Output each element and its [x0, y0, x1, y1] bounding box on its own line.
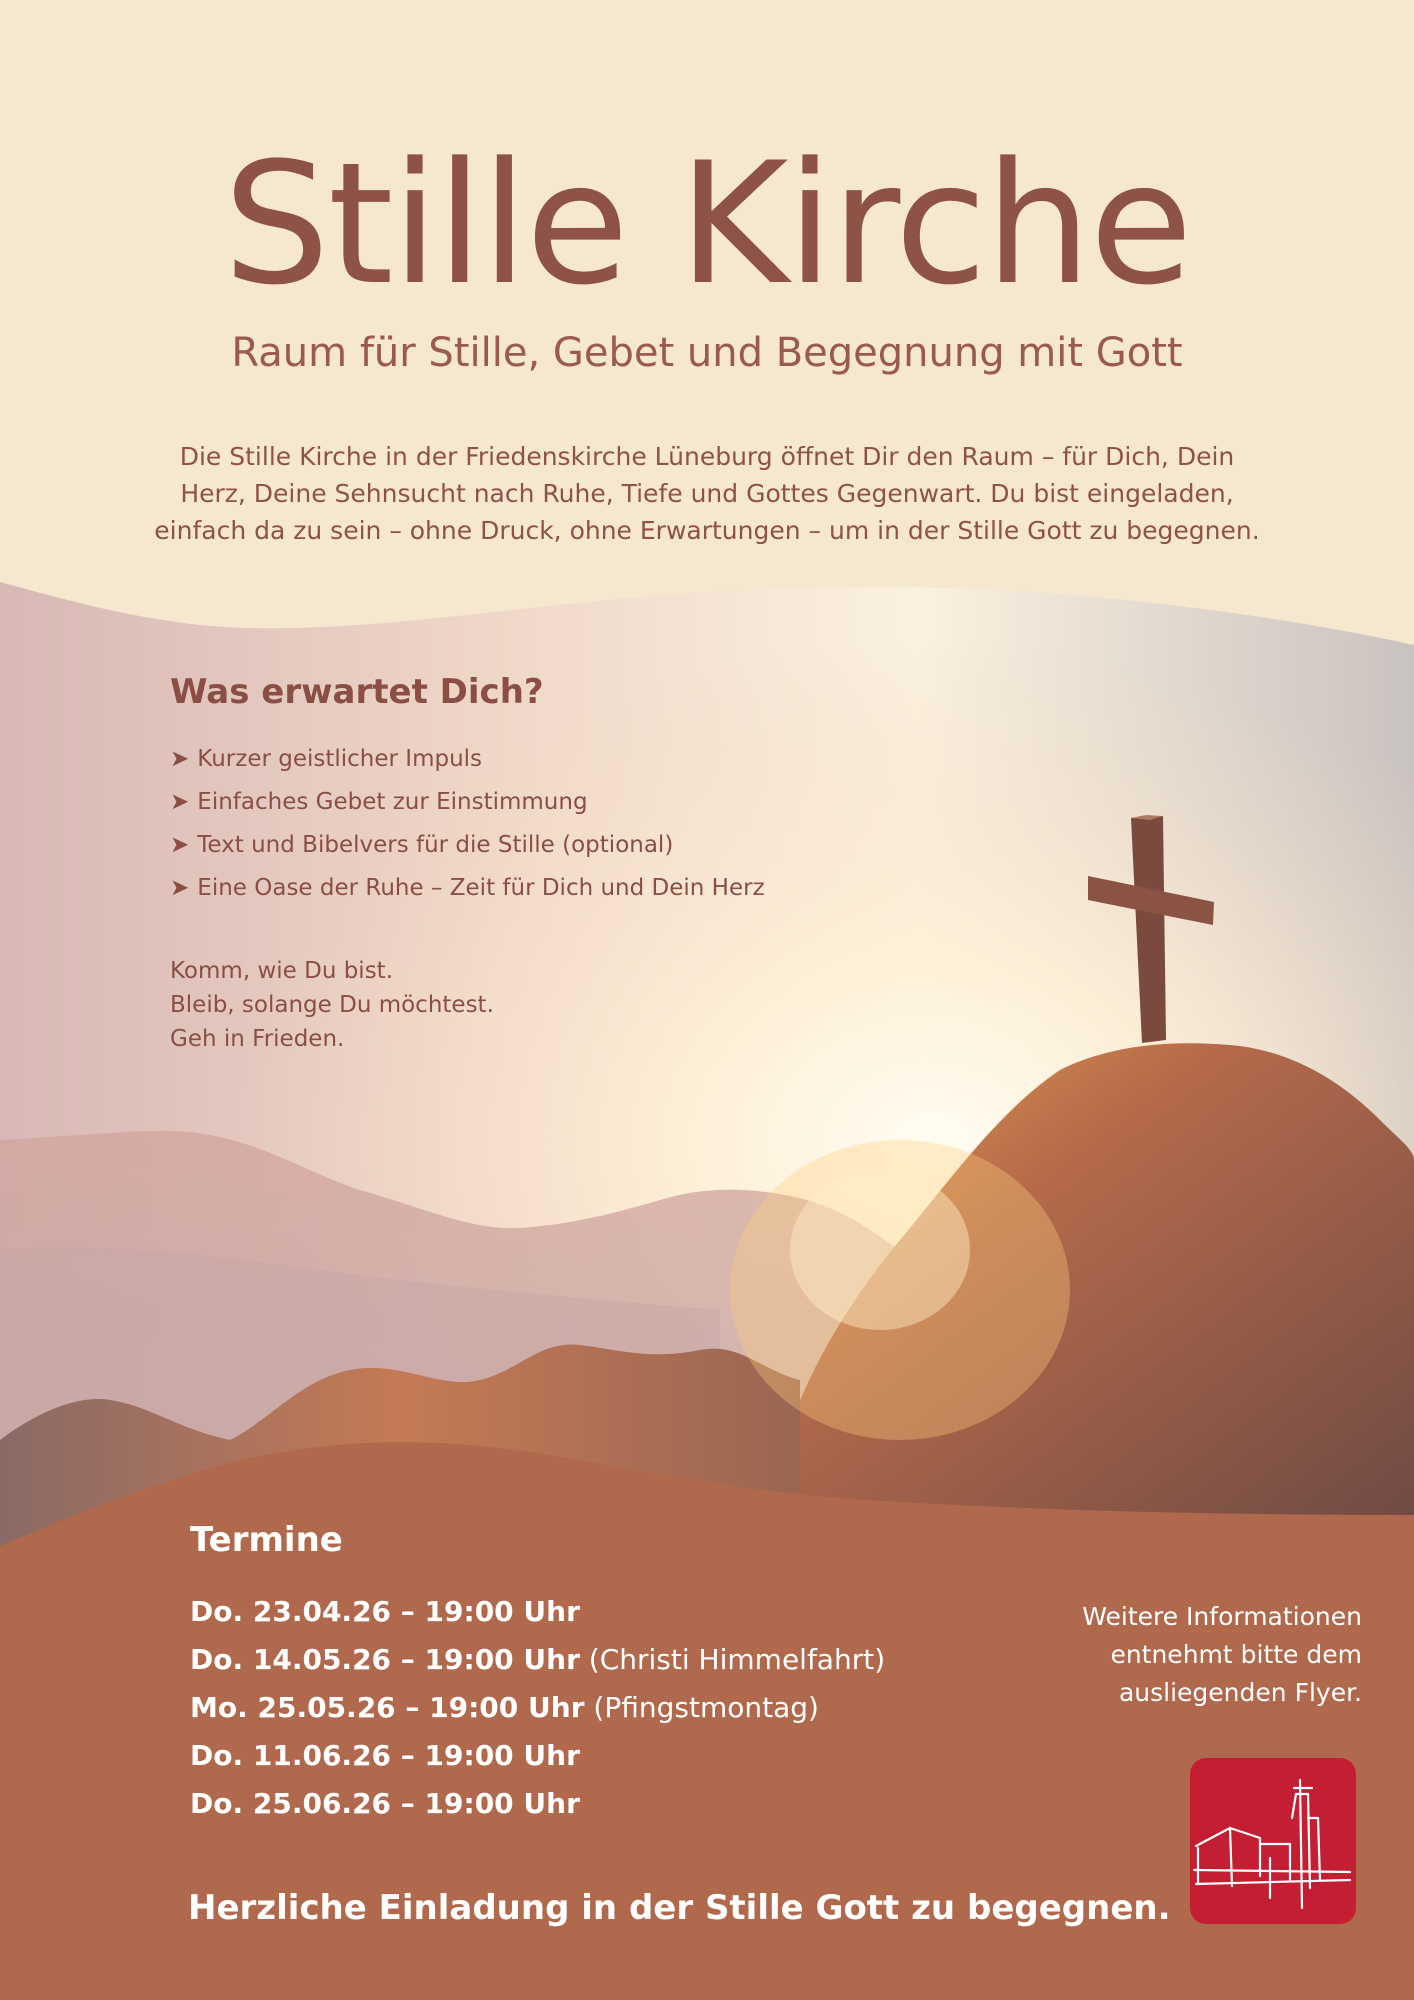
- expect-section: [170, 672, 870, 1056]
- verse-line: Geh in Frieden.: [170, 1026, 345, 1052]
- invitation-text: Herzliche Einladung in der Stille Gott zu begegnen.: [188, 1888, 1171, 1928]
- arrow-bullet-icon: ➤: [170, 832, 190, 858]
- verse-line: Komm, wie Du bist.: [170, 958, 394, 984]
- verse-text: [170, 954, 870, 1056]
- termine-section: [190, 1520, 990, 1828]
- arrow-bullet-icon: ➤: [170, 746, 190, 772]
- intro-line: Die Stille Kirche in der Friedenskirche Lüneburg öffnet Dir den Raum – für Dich, Dein: [179, 442, 1235, 471]
- church-logo: [1190, 1758, 1356, 1924]
- church-logo-icon: [1190, 1758, 1356, 1924]
- intro-text: [140, 438, 1274, 549]
- date-row: Do. 25.06.26 – 19:00 Uhr: [190, 1787, 580, 1820]
- info-line: ausliegenden Flyer.: [1118, 1678, 1362, 1707]
- date-row: Do. 11.06.26 – 19:00 Uhr: [190, 1739, 580, 1772]
- arrow-bullet-icon: ➤: [170, 875, 190, 901]
- intro-line: einfach da zu sein – ohne Druck, ohne Erwartungen – um in der Stille Gott zu begegnen.: [154, 516, 1260, 545]
- expect-heading: Was erwartet Dich?: [170, 672, 544, 712]
- list-item: ➤ Text und Bibelvers für die Stille (optional): [170, 832, 674, 858]
- info-line: entnehmt bitte dem: [1110, 1640, 1362, 1669]
- page-title: Stille Kirche: [223, 126, 1191, 322]
- page-subtitle: Raum für Stille, Gebet und Begegnung mit Gott: [231, 330, 1183, 376]
- date-row: Do. 14.05.26 – 19:00 Uhr (Christi Himmelfahrt): [190, 1643, 886, 1676]
- verse-line: Bleib, solange Du möchtest.: [170, 992, 494, 1018]
- list-item: ➤ Eine Oase der Ruhe – Zeit für Dich und Dein Herz: [170, 875, 765, 901]
- expect-list: [170, 738, 870, 910]
- list-item: ➤ Kurzer geistlicher Impuls: [170, 746, 483, 772]
- date-row: Do. 23.04.26 – 19:00 Uhr: [190, 1595, 580, 1628]
- termine-heading: Termine: [190, 1520, 343, 1560]
- info-line: Weitere Informationen: [1082, 1602, 1362, 1631]
- intro-line: Herz, Deine Sehnsucht nach Ruhe, Tiefe und Gottes Gegenwart. Du bist eingeladen,: [180, 479, 1234, 508]
- arrow-bullet-icon: ➤: [170, 789, 190, 815]
- info-text: [1022, 1598, 1362, 1712]
- list-item: ➤ Einfaches Gebet zur Einstimmung: [170, 789, 588, 815]
- date-row: Mo. 25.05.26 – 19:00 Uhr (Pfingstmontag): [190, 1691, 819, 1724]
